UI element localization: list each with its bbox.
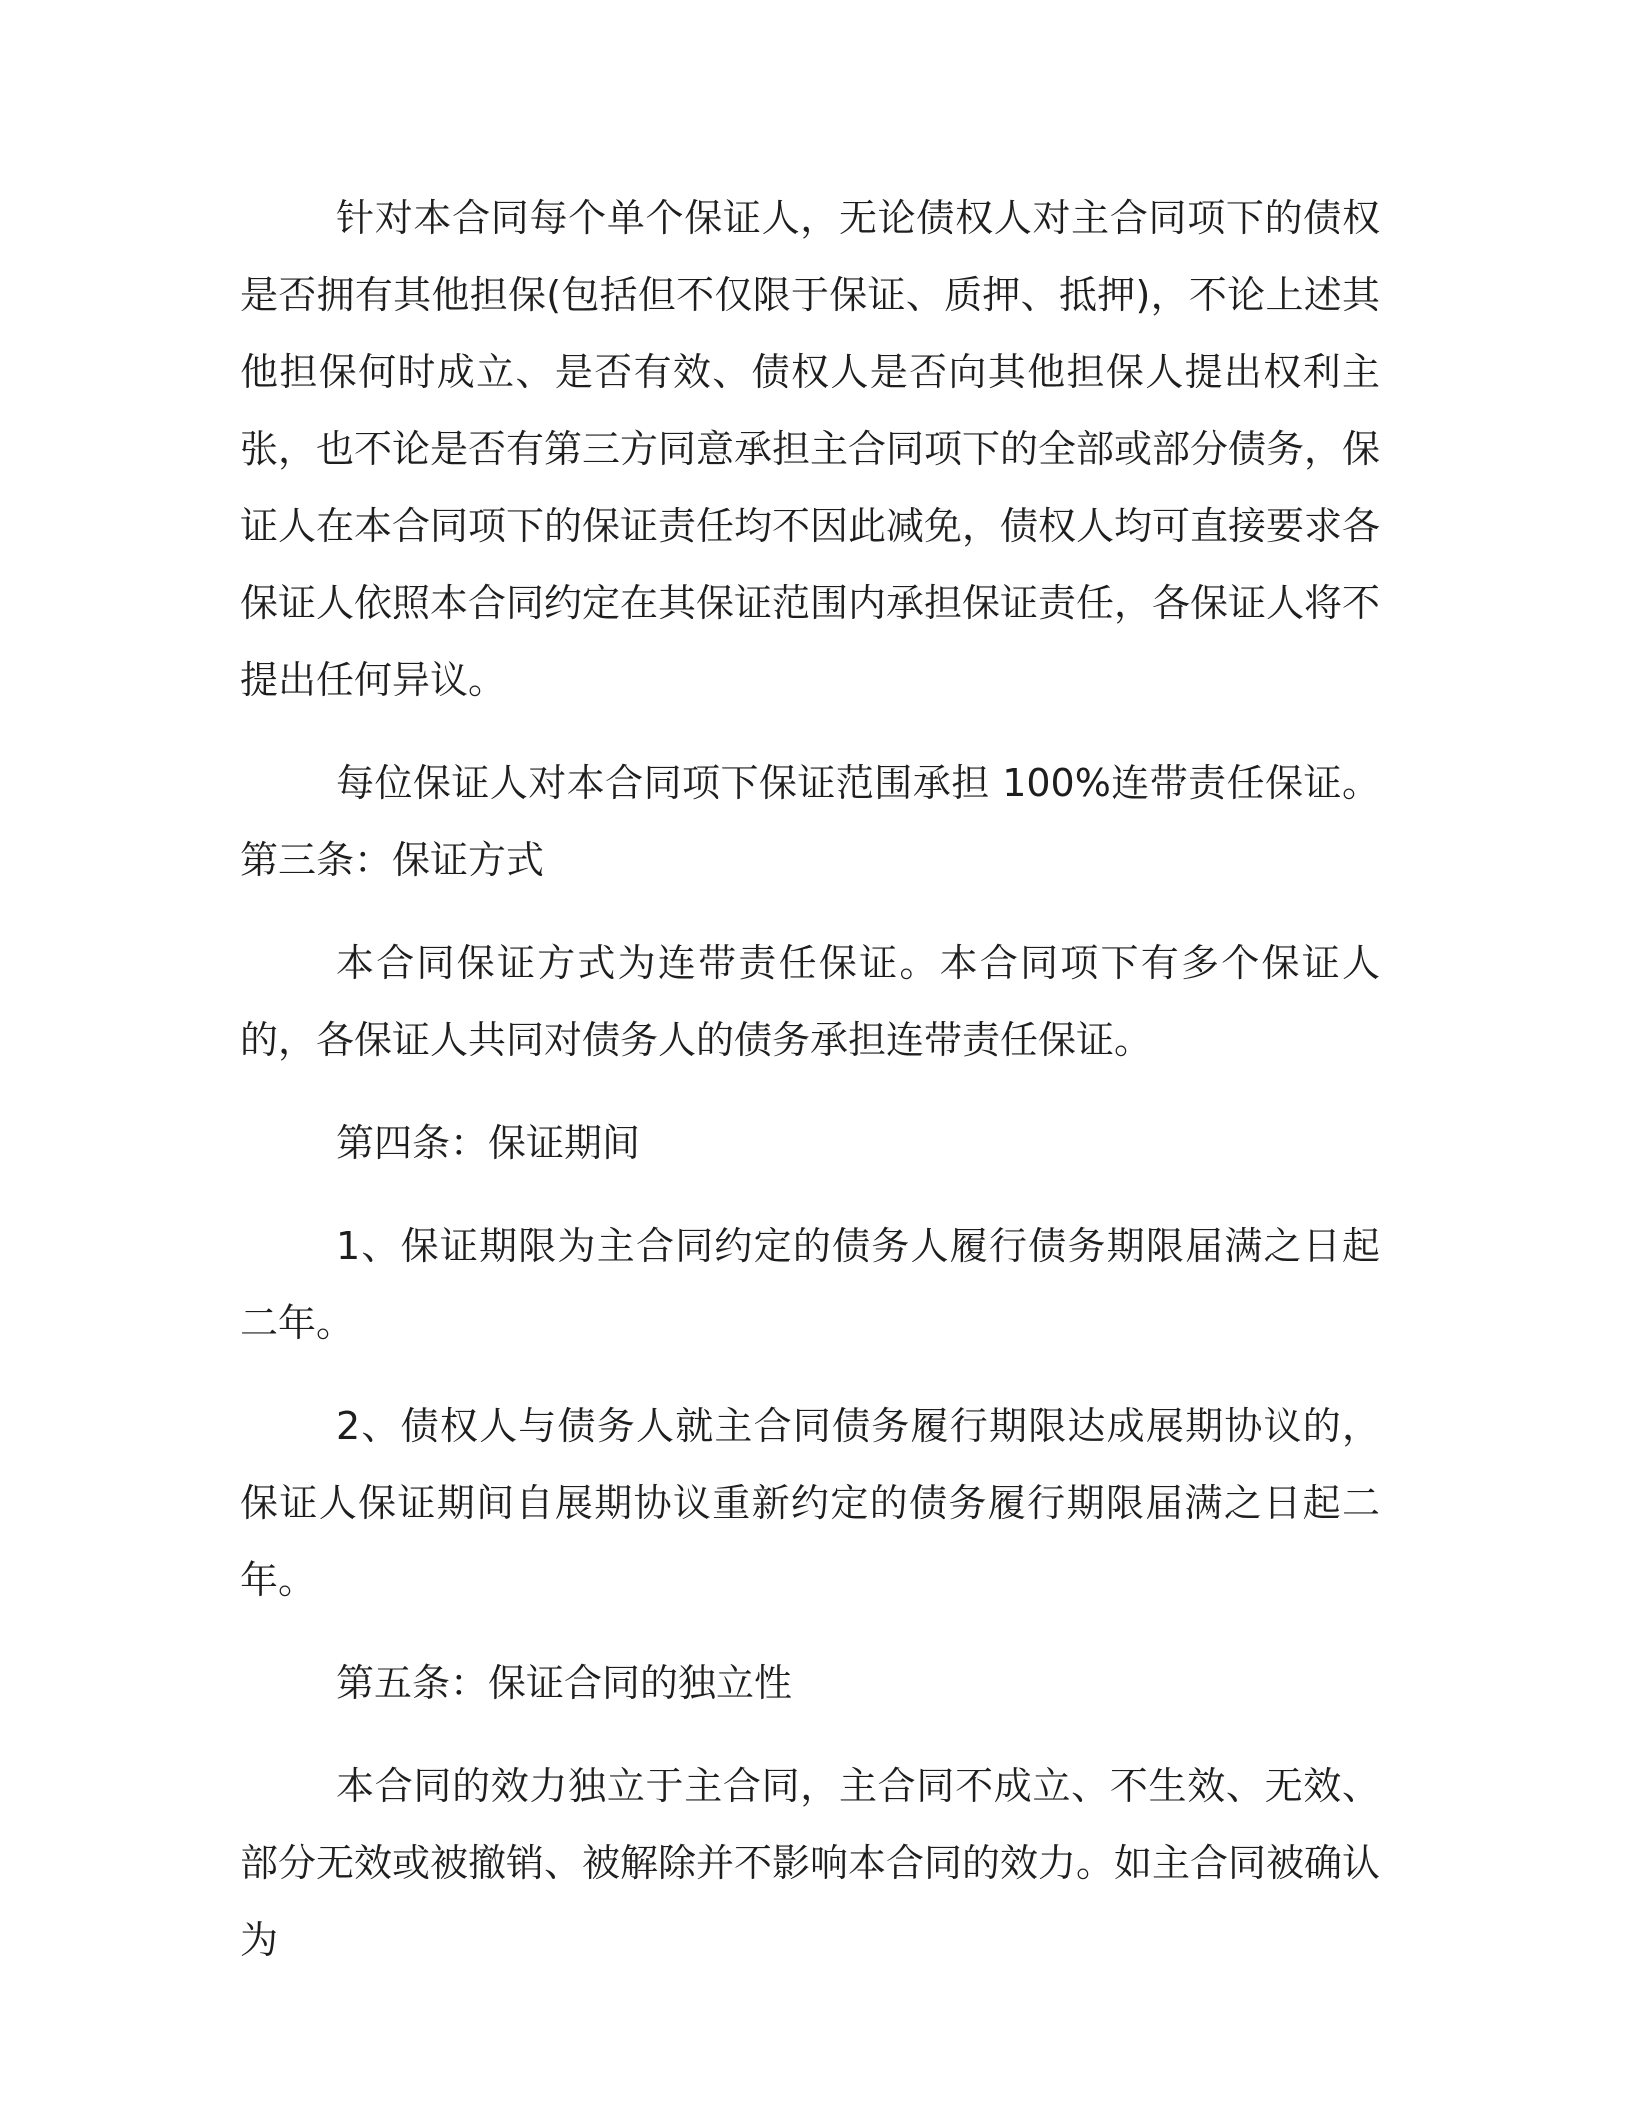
paragraph-joint-liability-and-article-3-heading: 每位保证人对本合同项下保证范围承担 100%连带责任保证。 第三条：保证方式 [240,761,1380,882]
paragraph-guarantee-independence-of-other-security: 针对本合同每个单个保证人，无论债权人对主合同项下的债权是否拥有其他担保(包括但不仅限于保证、质押、抵押)，不论上述其他担保何时成立、是否有效、债权人是否向其他担保人提出权利主张，也不论是否有第三方同意承担主合同项下的全部或部分债务，保证人在本合同项下的保证责任均不因此减免，债权人均可直接要求各保证人依照本合同约定在其保证范围内承担保证责任，各保证人将不提出任何异议。 [240,196,1381,702]
paragraph-guarantee-period-1: 1、保证期限为主合同约定的债务人履行债务期限届满之日起二年。 [240,1224,1380,1345]
paragraph-guarantee-method: 本合同保证方式为连带责任保证。本合同项下有多个保证人的，各保证人共同对债务人的债务承担连带责任保证。 [240,941,1380,1062]
document-body [240,180,1380,2005]
paragraph-contract-independence: 本合同的效力独立于主合同，主合同不成立、不生效、无效、部分无效或被撤销、被解除并不影响本合同的效力。如主合同被确认为 [240,1764,1381,1962]
heading-article-5: 第五条：保证合同的独立性 [336,1661,793,1705]
paragraph-guarantee-period-2: 2、债权人与债务人就主合同债务履行期限达成展期协议的，保证人保证期间自展期协议重新约定的债务履行期限届满之日起二年。 [240,1404,1380,1602]
heading-article-4: 第四条：保证期间 [336,1121,641,1165]
